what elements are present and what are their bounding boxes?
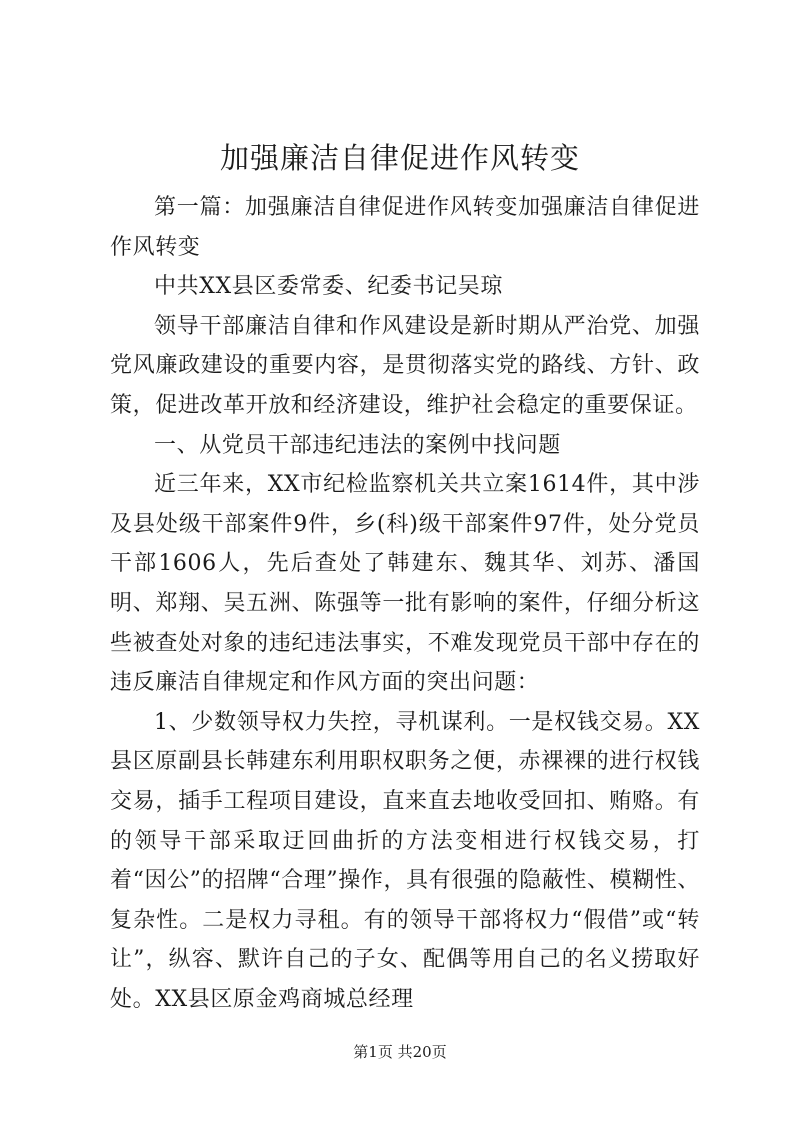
- paragraph-cases: 近三年来，XX市纪检监察机关共立案1614件，其中涉及县处级干部案件9件，乡(科)级干部案件97件，处分党员干部1606人，先后查处了韩建东、魏其华、刘苏、潘国明、郑翔、吴五洲、陈强等一批有影响的案件，仔细分析这些被查处对象的违纪违法事实，不难发现党员干部中存在的违反廉洁自律规定和作风方面的突出问题：: [110, 472, 700, 696]
- paragraph-point-1: 1、少数领导权力失控，寻机谋利。一是权钱交易。XX县区原副县长韩建东利用职权职务之便，赤裸裸的进行权钱交易，插手工程项目建设，直来直去地收受回扣、贿赂。有的领导干部采取迂回曲折的方法变相进行权钱交易，打着“因公”的招牌“合理”操作，具有很强的隐蔽性、模糊性、复杂性。二是权力寻租。有的领导干部将权力“假借”或“转让”，纵容、默许自己的子女、配偶等用自己的名义捞取好处。XX县区原金鸡商城总经理: [110, 709, 700, 1012]
- paragraph-section-heading: 第一篇：加强廉洁自律促进作风转变加强廉洁自律促进作风转变: [110, 195, 700, 260]
- document-title: 加强廉洁自律促进作风转变: [219, 141, 580, 175]
- paragraph-subheading: 一、从党员干部违纪违法的案例中找问题: [154, 432, 561, 458]
- paragraph-intro: 领导干部廉洁自律和作风建设是新时期从严治党、加强党风廉政建设的重要内容，是贯彻落实党的路线、方针、政策，促进改革开放和经济建设，维护社会稳定的重要保证。: [110, 313, 700, 418]
- document-body: [110, 188, 700, 1019]
- paragraph-author: 中共XX县区委常委、纪委书记吴琼: [154, 274, 503, 300]
- page-number-footer: 第1页 共20页: [353, 1043, 447, 1061]
